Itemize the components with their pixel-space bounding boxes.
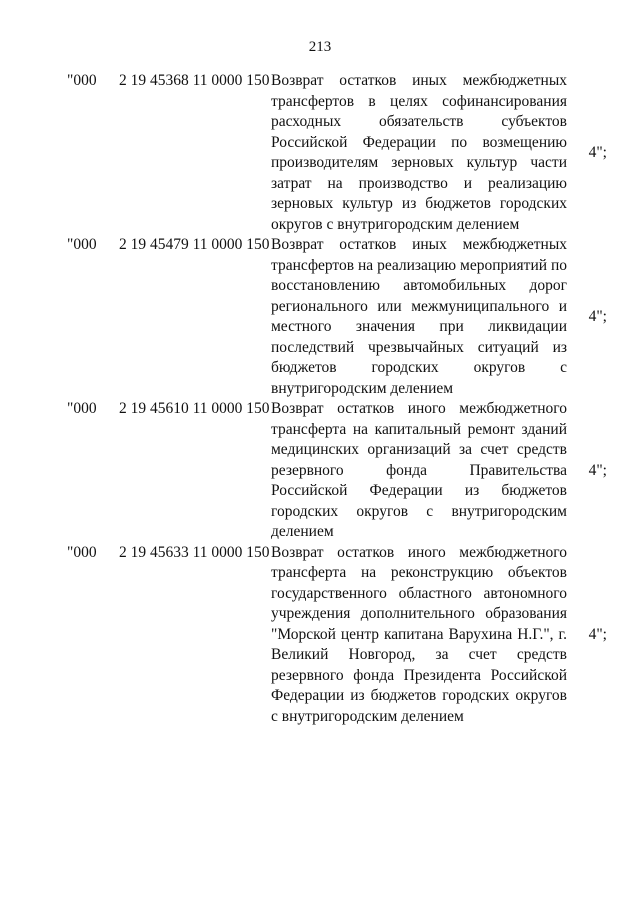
- table-row: [67, 71, 607, 235]
- code-description: Возврат остатков иных межбюджетных трансфертов в целях софинансирования расходных обязательств субъектов Российской Федерации по возмещению производителям зерновых культур части затрат на производство и реализацию зерновых культур из бюджетов городских округов с внутригородским делением: [271, 72, 567, 233]
- table-row: [67, 399, 607, 543]
- code-description: Возврат остатков иного межбюджетного трансферта на реконструкцию объектов государственного областного автономного учреждения дополнительного образования "Морской центр капитана Варухина Н.Г.", г. Великий Новгород, за счет средств резервного фонда Президента Российской Федерации из бюджетов городских округов с внутригородским делением: [271, 543, 567, 725]
- row-suffix: 4";: [588, 461, 607, 479]
- admin-code: "000: [67, 400, 97, 417]
- admin-code: "000: [67, 236, 97, 253]
- row-suffix: 4";: [588, 143, 607, 161]
- code-description: Возврат остатков иного межбюджетного трансферта на капитальный ремонт зданий медицинских организаций за счет средств резервного фонда Правительства Российской Федерации из бюджетов городских округов с внутригородским делением: [271, 400, 567, 540]
- budget-classification-code: 2 19 45479 11 0000 150: [119, 236, 270, 253]
- row-suffix: 4";: [588, 307, 607, 325]
- budget-code-table: [67, 71, 607, 727]
- table-row: [67, 235, 607, 399]
- budget-classification-code: 2 19 45633 11 0000 150: [119, 543, 270, 561]
- page-number: 213: [308, 39, 332, 55]
- table-row: [67, 543, 607, 728]
- budget-classification-code: 2 19 45368 11 0000 150: [119, 72, 270, 89]
- admin-code: "000: [67, 543, 97, 561]
- admin-code: "000: [67, 72, 97, 89]
- row-suffix: 4";: [588, 625, 607, 643]
- code-description: Возврат остатков иных межбюджетных трансфертов на реализацию мероприятий по восстановлению автомобильных дорог регионального или межмуниципального и местного значения при ликвидации последствий чрезвычайных ситуаций из бюджетов городских округов с внутригородским делением: [271, 236, 567, 397]
- budget-classification-code: 2 19 45610 11 0000 150: [119, 400, 270, 417]
